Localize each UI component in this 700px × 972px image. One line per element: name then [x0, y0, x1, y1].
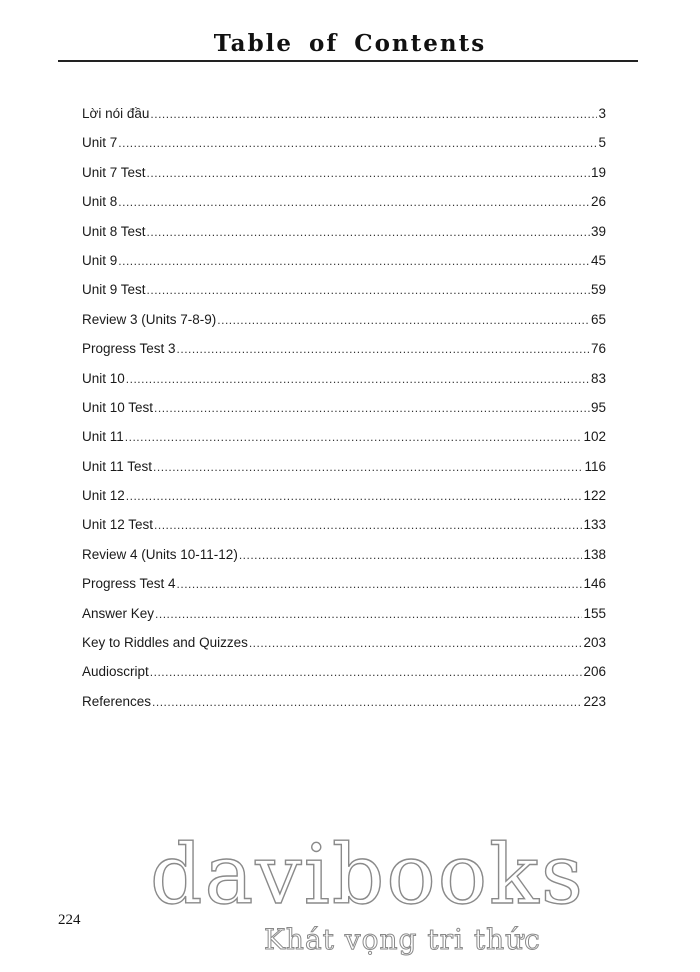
toc-dot-leader: [153, 460, 583, 474]
toc-dot-leader: [125, 430, 583, 444]
toc-dot-leader: [239, 548, 583, 562]
toc-dot-leader: [118, 254, 590, 268]
toc-entry[interactable]: [82, 664, 606, 693]
toc-entry-page: 95: [590, 399, 606, 415]
toc-entry[interactable]: [82, 635, 606, 664]
toc-entry-page: 138: [583, 546, 606, 562]
toc-dot-leader: [177, 577, 583, 591]
toc-entry-label: References: [82, 693, 152, 709]
toc-entry[interactable]: [82, 224, 606, 253]
toc-entry-label: Unit 8: [82, 194, 118, 210]
toc-entry[interactable]: [82, 253, 606, 282]
toc-entry[interactable]: [82, 341, 606, 370]
toc-entry[interactable]: [82, 282, 606, 311]
toc-entry-page: 65: [590, 311, 606, 327]
title-divider: [58, 60, 638, 62]
toc-entry-page: 39: [590, 223, 606, 239]
toc-entry-label: Review 3 (Units 7-8-9): [82, 311, 217, 327]
toc-entry-label: Unit 12 Test: [82, 517, 154, 533]
toc-dot-leader: [249, 636, 583, 650]
toc-entry-label: Unit 7 Test: [82, 164, 146, 180]
toc-entry-page: 26: [590, 194, 606, 210]
toc-entry-label: Audioscript: [82, 664, 149, 680]
toc-dot-leader: [147, 166, 590, 180]
toc-entry[interactable]: [82, 459, 606, 488]
toc-entry[interactable]: [82, 165, 606, 194]
toc-entry[interactable]: [82, 400, 606, 429]
toc-entry-page: 19: [590, 164, 606, 180]
toc-entry-label: Unit 11 Test: [82, 458, 153, 474]
toc-entry-page: 146: [583, 576, 606, 592]
toc-entry-page: 223: [583, 693, 606, 709]
toc-entry-label: Unit 9: [82, 252, 118, 268]
toc-dot-leader: [150, 665, 583, 679]
toc-entry[interactable]: [82, 488, 606, 517]
toc-entry-page: 133: [583, 517, 606, 533]
toc-dot-leader: [147, 225, 590, 239]
toc-entry-label: Unit 11: [82, 429, 124, 445]
toc-entry-label: Answer Key: [82, 605, 155, 621]
toc-entry[interactable]: [82, 371, 606, 400]
toc-entry-page: 102: [583, 429, 606, 445]
toc-entry[interactable]: [82, 194, 606, 223]
toc-entry-page: 59: [590, 282, 606, 298]
toc-entry-page: 203: [583, 635, 606, 651]
toc-entry-page: 5: [598, 135, 606, 151]
toc-entry-label: Unit 8 Test: [82, 223, 146, 239]
toc-dot-leader: [126, 489, 583, 503]
toc-entry-label: Progress Test 4: [82, 576, 176, 592]
toc-dot-leader: [152, 695, 582, 709]
toc-dot-leader: [150, 107, 597, 121]
toc-entry[interactable]: [82, 312, 606, 341]
toc-entry[interactable]: [82, 517, 606, 546]
toc-entry-label: Lời nói đầu: [82, 106, 150, 121]
toc-entry-label: Unit 7: [82, 135, 118, 151]
toc-dot-leader: [154, 518, 582, 532]
toc-dot-leader: [118, 136, 597, 150]
toc-entry-label: Progress Test 3: [82, 341, 176, 357]
toc-dot-leader: [217, 313, 590, 327]
toc-entry[interactable]: [82, 576, 606, 605]
toc-dot-leader: [118, 195, 590, 209]
toc-entry-label: Unit 10 Test: [82, 399, 154, 415]
watermark-logo-text: davibooks: [150, 828, 585, 923]
toc-dot-leader: [177, 342, 590, 356]
toc-entry-page: 83: [590, 370, 606, 386]
toc-dot-leader: [155, 607, 582, 621]
toc-entry[interactable]: [82, 429, 606, 458]
toc-entry[interactable]: [82, 135, 606, 164]
toc-entry[interactable]: [82, 606, 606, 635]
toc-entry-page: 76: [590, 341, 606, 357]
page-number: 224: [58, 912, 81, 928]
toc-entry[interactable]: [82, 694, 606, 723]
toc-dot-leader: [147, 283, 590, 297]
toc-entry-label: Key to Riddles and Quizzes: [82, 635, 248, 651]
toc-entry-page: 206: [583, 664, 606, 680]
toc-entry[interactable]: [82, 106, 606, 135]
toc-entry[interactable]: [82, 547, 606, 576]
page-title: Table of Contents: [213, 30, 487, 57]
toc-entry-page: 45: [590, 252, 606, 268]
toc-entry-label: Unit 12: [82, 488, 125, 504]
table-of-contents: [82, 106, 606, 723]
toc-entry-page: 155: [583, 605, 606, 621]
toc-entry-label: Review 4 (Units 10-11-12): [82, 546, 238, 562]
toc-entry-page: 3: [598, 106, 606, 121]
toc-entry-label: Unit 10: [82, 370, 125, 386]
toc-dot-leader: [126, 372, 590, 386]
toc-entry-label: Unit 9 Test: [82, 282, 146, 298]
toc-entry-page: 122: [583, 488, 606, 504]
toc-entry-page: 116: [584, 458, 606, 474]
toc-dot-leader: [154, 401, 590, 415]
watermark-slogan: Khát vọng tri thức: [264, 923, 541, 956]
